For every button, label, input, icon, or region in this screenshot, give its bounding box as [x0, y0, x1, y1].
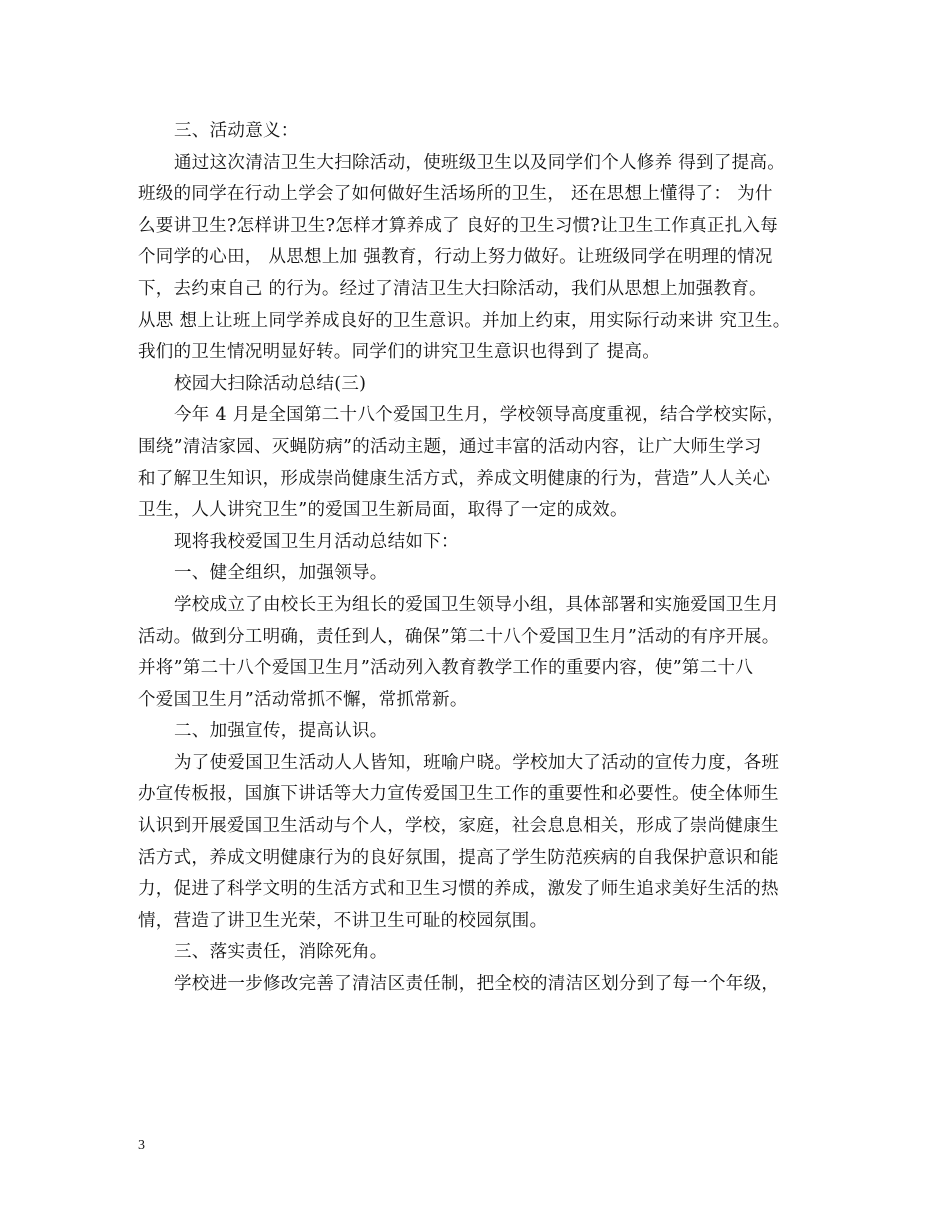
text-line: 情，营造了讲卫生光荣，不讲卫生可耻的校园氛围。	[138, 910, 548, 931]
text-line: 通过这次清洁卫生大扫除活动，使班级卫生以及同学们个人修养 得到了提高。	[174, 152, 786, 173]
text-line: 办宣传板报，国旗下讲话等大力宣传爱国卫生工作的重要性和必要性。使全体师生	[138, 784, 779, 805]
text-line: 和了解卫生知识，形成崇尚健康生活方式，养成文明健康的行为，营造”人人关心	[138, 468, 771, 489]
text-line: 学校成立了由校长王为组长的爱国卫生领导小组，具体部署和实施爱国卫生月	[174, 594, 780, 615]
text-line: 认识到开展爱国卫生活动与个人，学校，家庭，社会息息相关，形成了崇尚健康生	[138, 816, 779, 837]
text-line: 学校进一步修改完善了清洁区责任制，把全校的清洁区划分到了每一个年级，	[174, 974, 780, 995]
text-line: 下，去约束自己 的行为。经过了清洁卫生大扫除活动，我们从思想上加强教育。	[138, 278, 767, 299]
document-body	[138, 116, 820, 1001]
page-number: 3	[138, 1138, 145, 1153]
text-line: 个同学的心田， 从思想上加 强教育，行动上努力做好。让班级同学在明理的情况	[138, 247, 773, 268]
text-line: 三、活动意义：	[174, 121, 299, 141]
text-line: 围绕”清洁家园、灭蝇防病”的活动主题，通过丰富的活动内容，让广大师生学习	[138, 436, 762, 457]
text-line: 三、落实责任，消除死角。	[174, 942, 388, 963]
text-line: 我们的卫生情况明显好转。同学们的讲究卫生意识也得到了 提高。	[138, 342, 661, 363]
text-line: 活动。做到分工明确，责任到人，确保”第二十八个爱国卫生月”活动的有序开展。	[138, 626, 780, 647]
text-line: 二、加强宣传，提高认识。	[174, 721, 388, 742]
text-line: 从思 想上让班上同学养成良好的卫生意识。并加上约束，用实际行动来讲 究卫生。	[138, 310, 791, 331]
text-line: 力，促进了科学文明的生活方式和卫生习惯的养成，激发了师生追求美好生活的热	[138, 879, 779, 900]
text-line: 为了使爱国卫生活动人人皆知，班喻户晓。学校加大了活动的宣传力度，各班	[174, 752, 780, 773]
text-line: 现将我校爱国卫生月活动总结如下：	[174, 531, 459, 552]
text-line: 么要讲卫生?怎样讲卫生?怎样才算养成了 良好的卫生习惯?让卫生工作真正扎入每	[138, 215, 779, 236]
text-line: 一、健全组织，加强领导。	[174, 563, 388, 584]
text-line: 个爱国卫生月”活动常抓不懈，常抓常新。	[138, 689, 468, 710]
text-line: 今年 4 月是全国第二十八个爱国卫生月，学校领导高度重视，结合学校实际，	[174, 405, 785, 426]
text-line: 卫生，人人讲究卫生”的爱国卫生新局面，取得了一定的成效。	[138, 500, 628, 521]
text-line: 活方式，养成文明健康行为的良好氛围，提高了学生防范疾病的自我保护意识和能	[138, 847, 779, 868]
text-line: 校园大扫除活动总结(三)	[174, 373, 367, 394]
text-line: 并将”第二十八个爱国卫生月”活动列入教育教学工作的重要内容，使”第二十八	[138, 658, 754, 679]
text-line: 班级的同学在行动上学会了如何做好生活场所的卫生， 还在思想上懂得了： 为什	[138, 184, 773, 205]
